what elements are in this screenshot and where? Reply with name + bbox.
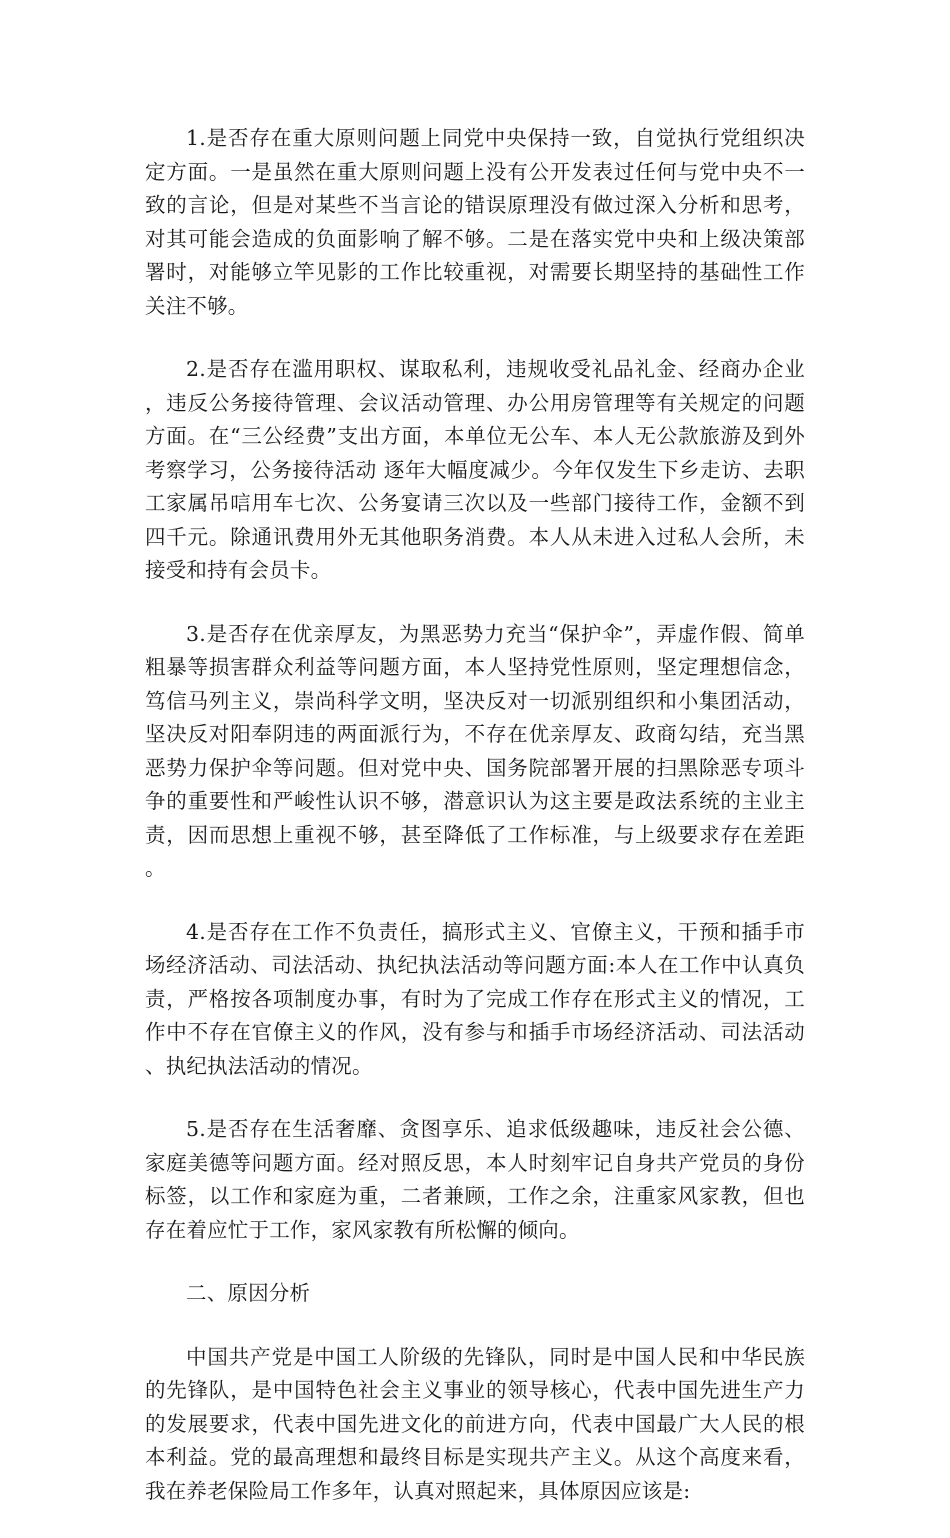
document-body	[145, 122, 805, 1538]
paragraph-5: 5.是否存在生活奢靡、贪图享乐、追求低级趣味，违反社会公德、家庭美德等问题方面。经对照反思，本人时刻牢记自身共产党员的身份标签，以工作和家庭为重，二者兼顾，工作之余，注重家风家教，但也存在着应忙于工作，家风家教有所松懈的倾向。	[145, 1117, 805, 1242]
paragraph-3: 3.是否存在优亲厚友，为黑恶势力充当“保护伞”，弄虚作假、简单粗暴等损害群众利益等问题方面，本人坚持党性原则，坚定理想信念，笃信马列主义，崇尚科学文明，坚决反对一切派别组织和小集团活动，坚决反对阳奉阴违的两面派行为，不存在优亲厚友、政商勾结，充当黑恶势力保护伞等问题。但对党中央、国务院部署开展的扫黑除恶专项斗争的重要性和严峻性认识不够，潜意识认为这主要是政法系统的主业主责，因而思想上重视不够，甚至降低了工作标准，与上级要求存在差距。	[145, 621, 805, 880]
paragraph-2: 2.是否存在滥用职权、谋取私利，违规收受礼品礼金、经商办企业，违反公务接待管理、会议活动管理、办公用房管理等有关规定的问题方面。在“三公经费”支出方面，本单位无公车、本人无公款旅游及到外考察学习，公务接待活动 逐年大幅度减少。今年仅发生下乡走访、去职工家属吊唁用车七次、公务宴请三次以及一些部门接待工作，金额不到四千元。除通讯费用外无其他职务消费。本人从未进入过私人会所，未接受和持有会员卡。	[145, 357, 805, 582]
section-heading: 二、原因分析	[186, 1281, 311, 1305]
paragraph-1: 1.是否存在重大原则问题上同党中央保持一致，自觉执行党组织决定方面。一是虽然在重大原则问题上没有公开发表过任何与党中央不一致的言论，但是对某些不当言论的错误原理没有做过深入分析和思考，对其可能会造成的负面影响了解不够。二是在落实党中央和上级决策部署时，对能够立竿见影的工作比较重视，对需要长期坚持的基础性工作关注不够。	[145, 126, 805, 318]
paragraph-4: 4.是否存在工作不负责任，搞形式主义、官僚主义，干预和插手市场经济活动、司法活动、执纪执法活动等问题方面:本人在工作中认真负责，严格按各项制度办事，有时为了完成工作存在形式主义的情况，工作中不存在官僚主义的作风，没有参与和插手市场经济活动、司法活动、执纪执法活动的情况。	[145, 919, 805, 1078]
closing-paragraph: 中国共产党是中国工人阶级的先锋队，同时是中国人民和中华民族的先锋队，是中国特色社会主义事业的领导核心，代表中国先进生产力的发展要求，代表中国先进文化的前进方向，代表中国最广大人民的根本利益。党的最高理想和最终目标是实现共产主义。从这个高度来看，我在养老保险局工作多年，认真对照起来，具体原因应该是:	[145, 1344, 805, 1503]
